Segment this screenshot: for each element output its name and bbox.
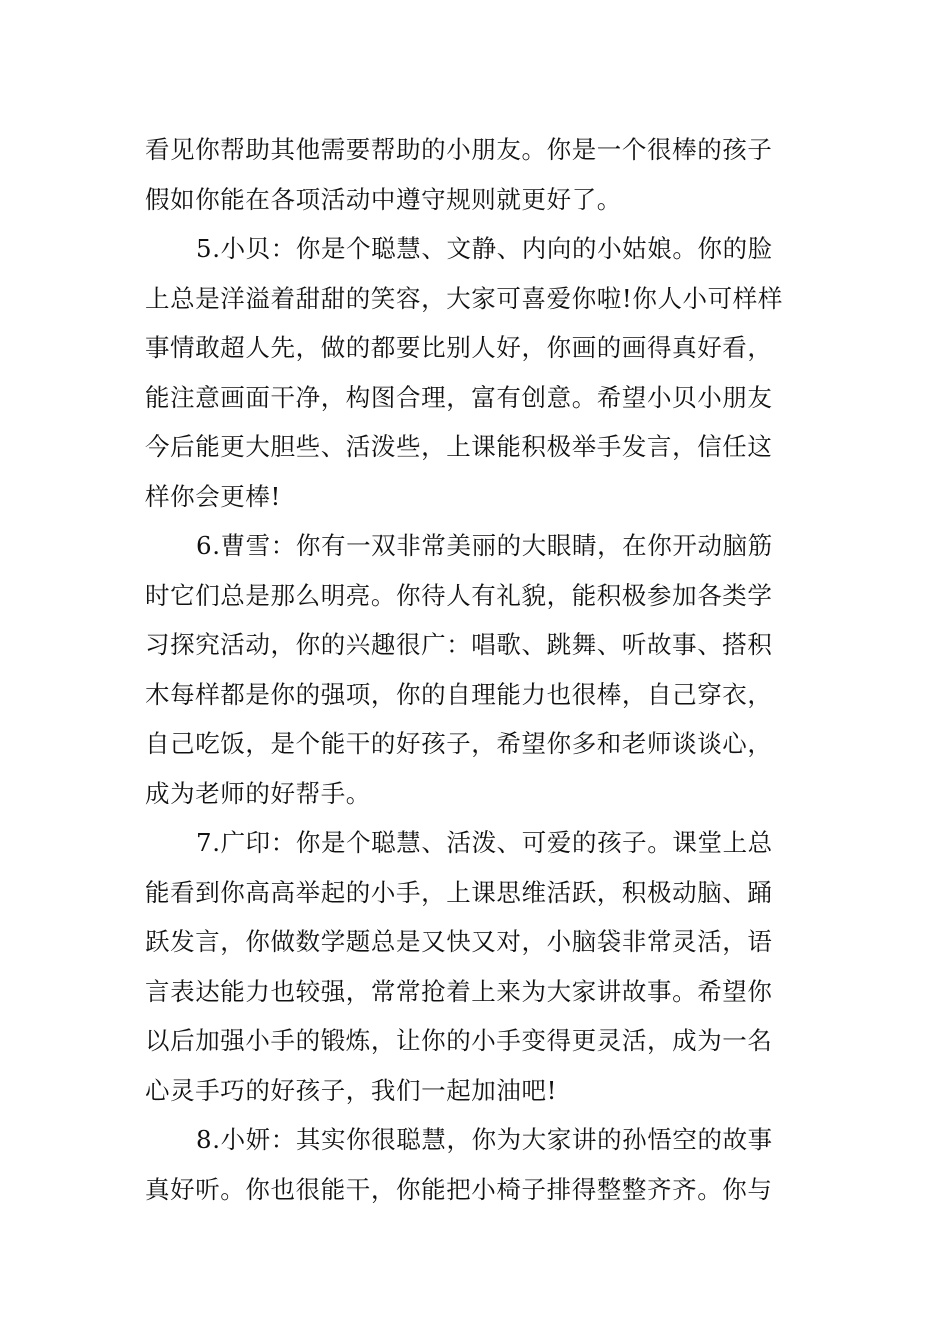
- text-line: 今后能更大胆些、活泼些，上课能积极举手发言，信任这: [145, 432, 773, 461]
- paragraph-5-start: 5.小贝：你是个聪慧、文静、内向的小姑娘。你的脸: [196, 234, 773, 263]
- text-line: 习探究活动，你的兴趣很广：唱歌、跳舞、听故事、搭积: [145, 630, 773, 659]
- text-line: 假如你能在各项活动中遵守规则就更好了。: [145, 185, 622, 214]
- text-line: 心灵手巧的好孩子，我们一起加油吧!: [145, 1076, 558, 1105]
- text-line: 能注意画面干净，构图合理，富有创意。希望小贝小朋友: [145, 383, 773, 412]
- text-line: 真好听。你也很能干，你能把小椅子排得整整齐齐。你与: [145, 1175, 773, 1204]
- text-line: 跃发言，你做数学题总是又快又对，小脑袋非常灵活，语: [145, 927, 773, 956]
- text-line: 事情敢超人先，做的都要比别人好，你画的画得真好看，: [145, 333, 773, 362]
- text-line: 自己吃饭，是个能干的好孩子，希望你多和老师谈谈心，: [145, 729, 773, 758]
- paragraph-6-start: 6.曹雪：你有一双非常美丽的大眼睛，在你开动脑筋: [196, 531, 773, 560]
- paragraph-7-start: 7.广印：你是个聪慧、活泼、可爱的孩子。课堂上总: [196, 828, 773, 857]
- text-line: 看见你帮助其他需要帮助的小朋友。你是一个很棒的孩子: [145, 135, 773, 164]
- text-line: 成为老师的好帮手。: [145, 779, 371, 808]
- text-line: 木每样都是你的强项，你的自理能力也很棒，自己穿衣，: [145, 680, 773, 709]
- text-line: 言表达能力也较强，常常抢着上来为大家讲故事。希望你: [145, 977, 773, 1006]
- text-line: 能看到你高高举起的小手，上课思维活跃，积极动脑、踊: [145, 878, 773, 907]
- paragraph-8-start: 8.小妍：其实你很聪慧，你为大家讲的孙悟空的故事: [196, 1125, 773, 1154]
- text-line: 上总是洋溢着甜甜的笑容，大家可喜爱你啦!你人小可样样: [145, 284, 783, 313]
- text-line: 以后加强小手的锻炼，让你的小手变得更灵活，成为一名: [145, 1026, 773, 1055]
- text-line: 样你会更棒!: [145, 482, 281, 511]
- text-line: 时它们总是那么明亮。你待人有礼貌，能积极参加各类学: [145, 581, 773, 610]
